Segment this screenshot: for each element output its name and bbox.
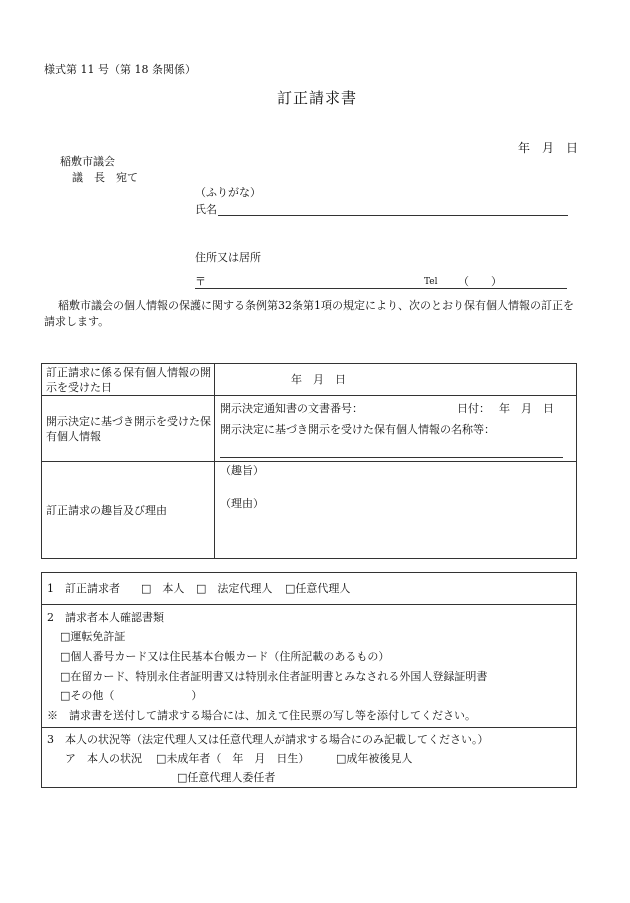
addressee-recipient: 議 長 宛て	[72, 171, 138, 184]
id-doc-mynumber[interactable]: □個人番号カード又は住民基本台帳カード（住所記載のあるもの）	[60, 650, 390, 663]
option-self[interactable]: □ 本人	[141, 582, 185, 595]
page-title: 訂正請求書	[277, 89, 358, 107]
name-label: 氏名	[195, 203, 217, 216]
option-voluntary-agent[interactable]: □任意代理人	[285, 582, 351, 595]
postal-mark: 〒	[195, 275, 206, 288]
section1-heading: 1 訂正請求者	[47, 582, 120, 595]
address-field[interactable]	[195, 288, 567, 289]
reason-label: （理由）	[220, 497, 264, 510]
section-divider	[41, 604, 577, 605]
table-row-divider	[41, 395, 577, 396]
doc-number-label: 開示決定通知書の文書番号：	[220, 402, 363, 415]
address-label: 住所又は居所	[195, 251, 261, 264]
section-divider	[41, 727, 577, 728]
section2-note: ※ 請求書を送付して請求する場合には、加えて住民票の写し等を添付してください。	[47, 709, 476, 722]
row2-label: 開示決定に基づき開示を受けた保有個人情報	[46, 415, 211, 443]
status-minor[interactable]: □未成年者（ 年 月 日生）	[156, 752, 310, 765]
id-doc-residence-card[interactable]: □在留カード、特別永住者証明書又は特別永住者証明書とみなされる外国人登録証明書	[60, 670, 488, 683]
purpose-label: （趣旨）	[220, 464, 264, 477]
form-number: 様式第 11 号（第 18 条関係）	[44, 63, 196, 76]
furigana-label: （ふりがな）	[195, 186, 261, 199]
tel-label: Tel	[424, 277, 438, 287]
status-adult-ward[interactable]: □成年被後見人	[336, 752, 413, 765]
row1-value[interactable]: 年 月 日	[291, 373, 346, 386]
row3-label: 訂正請求の趣旨及び理由	[46, 504, 167, 517]
section3-heading: 3 本人の状況等（法定代理人又は任意代理人が請求する場合にのみ記載してください。）	[47, 733, 489, 746]
addressee-org: 稲敷市議会	[60, 155, 115, 168]
name-field[interactable]	[218, 215, 568, 216]
row2-date-value[interactable]: 年 月 日	[499, 402, 554, 415]
id-doc-other[interactable]: □その他（ ）	[60, 689, 203, 702]
info-name-label: 開示決定に基づき開示を受けた保有個人情報の名称等：	[220, 423, 495, 436]
status-label: ア 本人の状況	[65, 752, 142, 765]
table-row-divider	[41, 461, 577, 462]
info-name-field[interactable]	[220, 457, 563, 458]
tel-parens: （ ）	[458, 275, 502, 288]
option-legal-agent[interactable]: □ 法定代理人	[196, 582, 273, 595]
intro-paragraph: 稲敷市議会の個人情報の保護に関する条例第32条第1項の規定により、次のとおり保有個人情報の訂正を請求します。	[44, 299, 574, 328]
id-doc-license[interactable]: □運転免許証	[60, 630, 126, 643]
status-principal[interactable]: □任意代理人委任者	[177, 771, 276, 784]
section2-heading: 2 請求者本人確認書類	[47, 611, 164, 624]
row2-date-label: 日付：	[457, 402, 490, 415]
row1-label: 訂正請求に係る保有個人情報の開示を受けた日	[46, 366, 211, 394]
date-line: 年 月 日	[518, 141, 579, 155]
